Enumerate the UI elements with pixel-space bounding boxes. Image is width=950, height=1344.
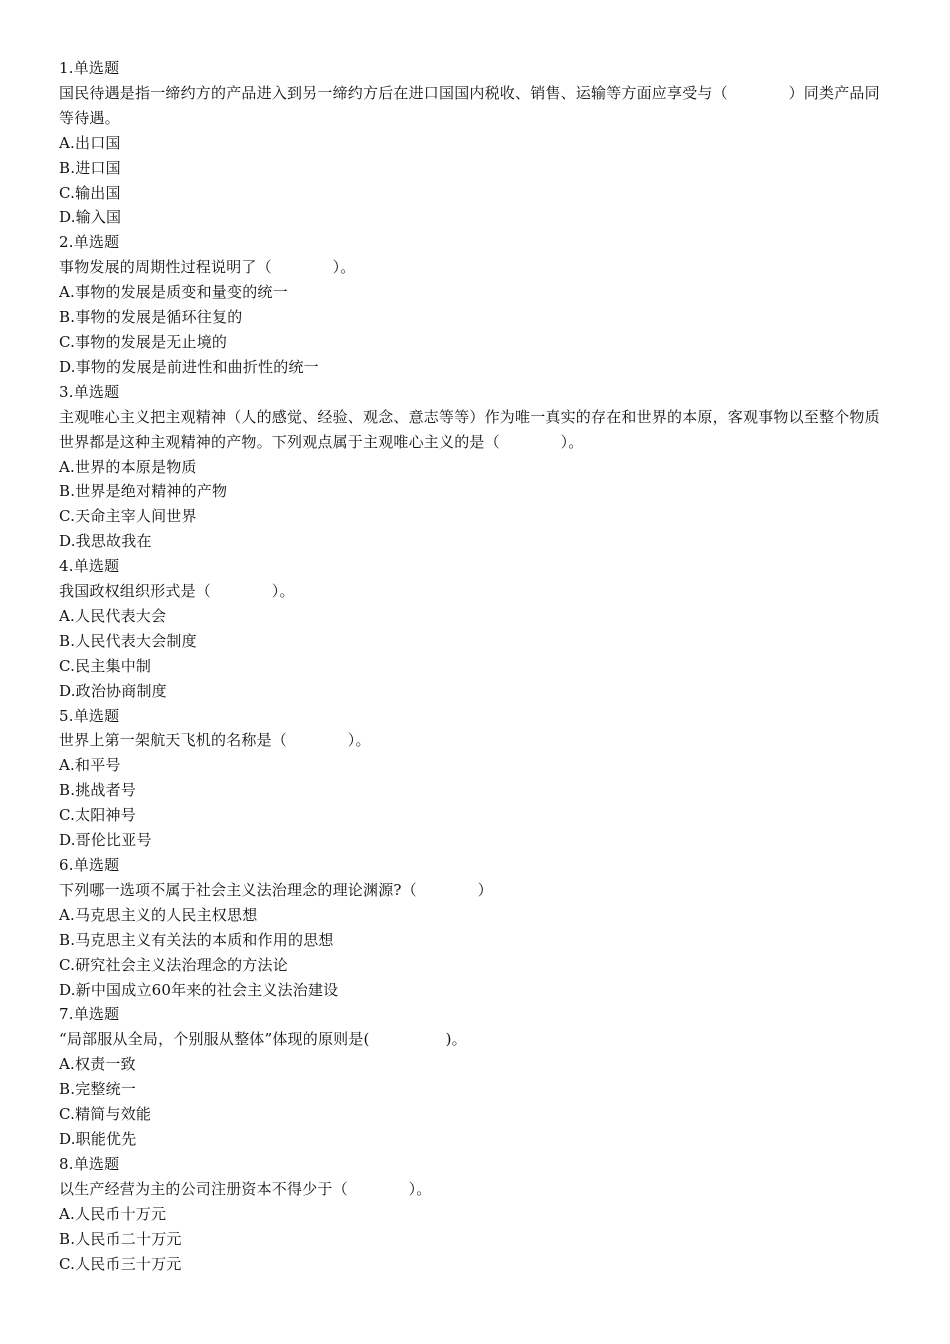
question-block (59, 554, 891, 703)
option-d: D.事物的发展是前进性和曲折性的统一 (59, 357, 319, 376)
option-c: C.研究社会主义法治理念的方法论 (59, 955, 288, 974)
option-a: A.人民币十万元 (59, 1204, 167, 1223)
document-body (59, 56, 891, 1276)
option-d: D.输入国 (59, 208, 122, 227)
question-block (59, 380, 891, 554)
question-block (59, 853, 891, 1002)
question-header: 2.单选题 (59, 233, 120, 252)
question-stem: 以生产经营为主的公司注册资本不得少于（ ）。 (59, 1179, 432, 1198)
option-b: B.挑战者号 (59, 781, 136, 800)
question-block (59, 1152, 891, 1277)
question-stem: 下列哪一选项不属于社会主义法治理念的理论渊源?（ ） (59, 880, 493, 899)
question-header: 7.单选题 (59, 1005, 120, 1024)
question-header: 5.单选题 (59, 706, 120, 725)
option-a: A.人民代表大会 (59, 606, 167, 625)
option-b: B.人民代表大会制度 (59, 631, 197, 650)
option-a: A.马克思主义的人民主权思想 (59, 905, 258, 924)
question-stem: 世界上第一架航天飞机的名称是（ ）。 (59, 731, 371, 750)
question-stem: 我国政权组织形式是（ ）。 (59, 582, 295, 601)
option-d: D.新中国成立60年来的社会主义法治建设 (59, 980, 339, 999)
question-block (59, 56, 891, 230)
option-d: D.哥伦比亚号 (59, 831, 152, 850)
option-c: C.人民币三十万元 (59, 1254, 182, 1273)
question-stem: “局部服从全局，个别服从整体”体现的原则是( )。 (59, 1030, 467, 1049)
question-block (59, 704, 891, 853)
question-header: 4.单选题 (59, 557, 120, 576)
question-header: 3.单选题 (59, 382, 120, 401)
option-a: A.出口国 (59, 133, 121, 152)
question-header: 6.单选题 (59, 856, 120, 874)
option-a: A.权责一致 (59, 1055, 136, 1074)
question-header: 1.单选题 (59, 59, 120, 77)
option-a: A.世界的本原是物质 (59, 457, 197, 476)
option-d: D.政治协商制度 (59, 681, 167, 700)
question-stem: 事物发展的周期性过程说明了（ ）。 (59, 258, 356, 277)
question-stem: 主观唯心主义把主观精神（人的感觉、经验、观念、意志等等）作为唯一真实的存在和世界的本原，客观事物以至整个物质世界都是这种主观精神的产物。下列观点属于主观唯心主义的是（ ）。 (59, 407, 880, 451)
option-a: A.事物的发展是质变和量变的统一 (59, 283, 288, 302)
option-b: B.完整统一 (59, 1080, 136, 1099)
question-block (59, 1002, 891, 1151)
option-c: C.输出国 (59, 183, 121, 202)
option-b: B.世界是绝对精神的产物 (59, 482, 228, 501)
option-c: C.民主集中制 (59, 656, 152, 675)
question-header: 8.单选题 (59, 1154, 120, 1173)
option-d: D.我思故我在 (59, 532, 152, 551)
option-c: C.事物的发展是无止境的 (59, 332, 228, 351)
question-stem: 国民待遇是指一缔约方的产品进入到另一缔约方后在进口国国内税收、销售、运输等方面应享受与（ ）同类产品同等待遇。 (59, 83, 880, 127)
option-b: B.人民币二十万元 (59, 1229, 182, 1248)
option-b: B.进口国 (59, 158, 121, 177)
option-c: C.精简与效能 (59, 1105, 152, 1124)
option-c: C.太阳神号 (59, 806, 136, 825)
option-a: A.和平号 (59, 756, 121, 775)
option-d: D.职能优先 (59, 1129, 137, 1148)
option-b: B.事物的发展是循环往复的 (59, 308, 243, 327)
option-c: C.天命主宰人间世界 (59, 507, 197, 526)
question-block (59, 230, 891, 379)
option-b: B.马克思主义有关法的本质和作用的思想 (59, 930, 334, 949)
